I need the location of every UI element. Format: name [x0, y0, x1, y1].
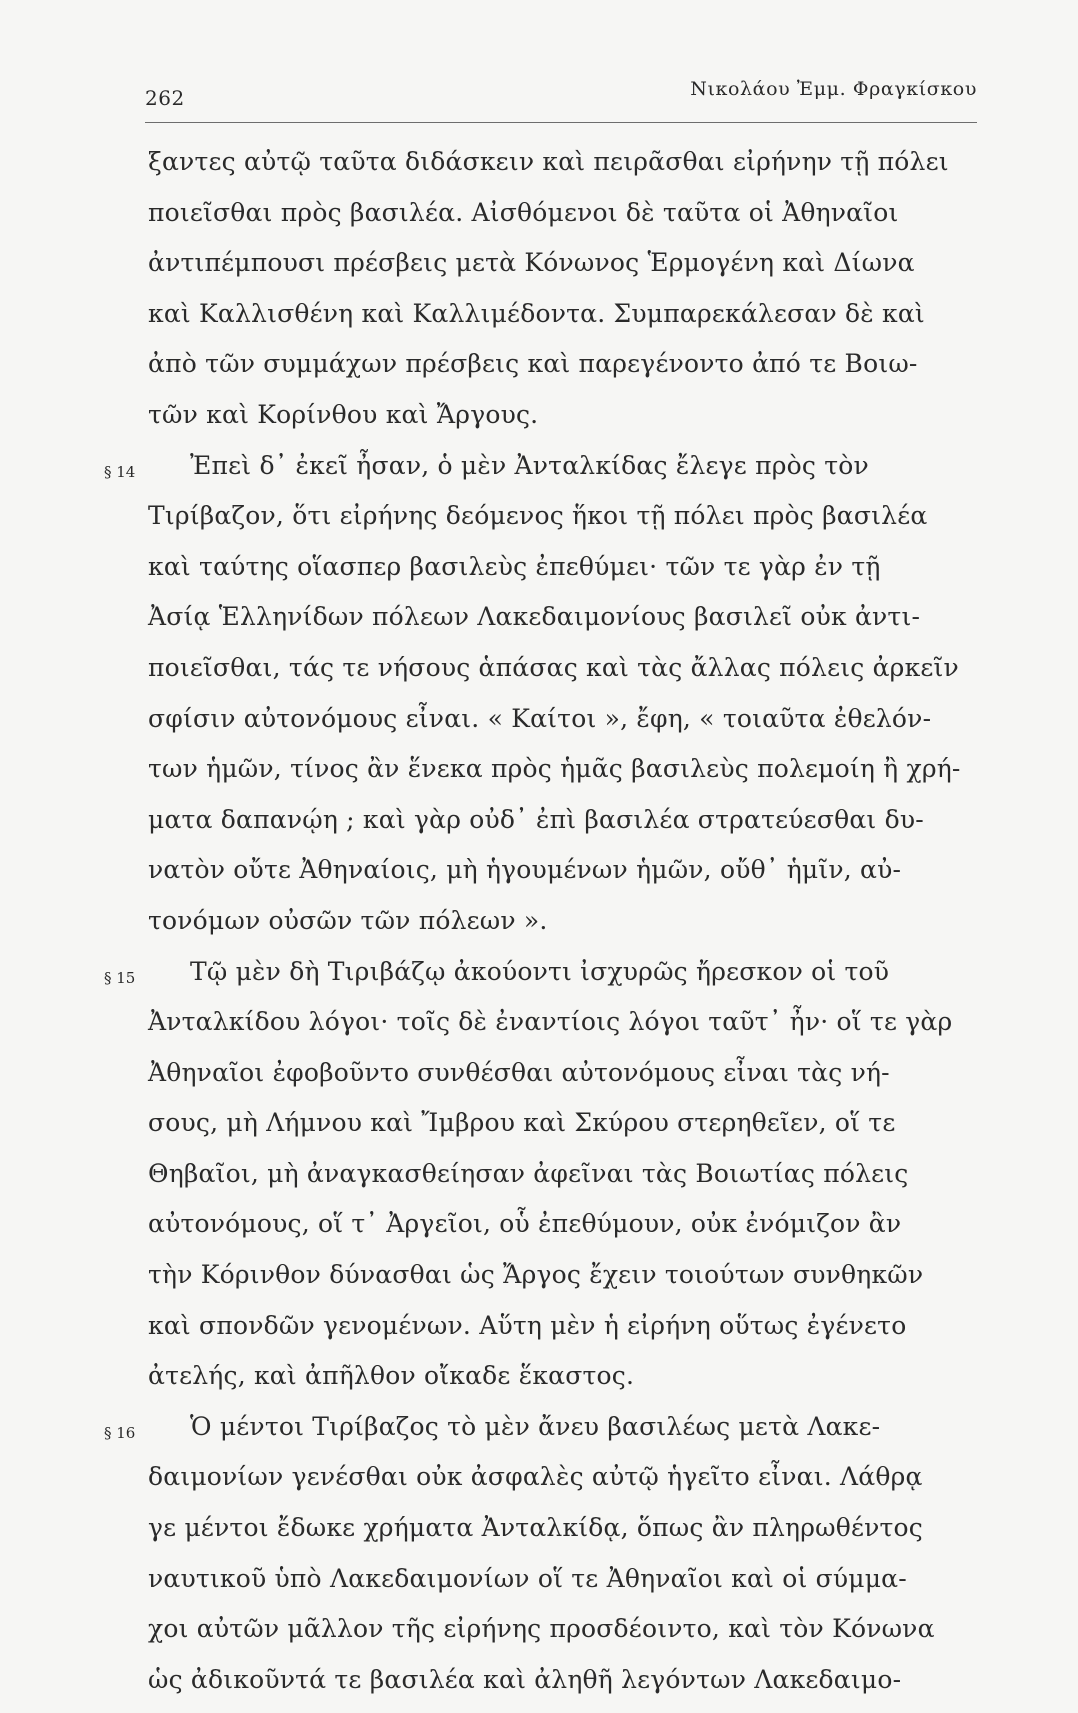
text-line-content: Ἀθηναῖοι ἐφοβοῦντο συνθέσθαι αὐτονόμους εἶναι τὰς νή- — [148, 1057, 890, 1087]
text-line — [104, 1410, 988, 1461]
text-line-content: νατὸν οὔτε Ἀθηναίοις, μὴ ἡγουμένων ἡμῶν, οὔθ᾽ ἡμῖν, αὐ- — [148, 855, 902, 885]
text-line — [148, 1562, 988, 1613]
text-line-content: Θηβαῖοι, μὴ ἀναγκασθείησαν ἀφεῖναι τὰς Βοιωτίας πόλεις — [148, 1158, 909, 1188]
text-line-content: Ὁ μέντοι Τιρίβαζος τὸ μὲν ἄνευ βασιλέως μετὰ Λακε- — [190, 1411, 881, 1441]
text-line — [148, 1258, 988, 1309]
text-line-content: αὐτονόμους, οἵ τ᾽ Ἀργεῖοι, οὗ ἐπεθύμουν, οὐκ ἐνόμιζον ἂν — [148, 1209, 902, 1239]
text-line — [148, 1005, 988, 1056]
text-line-content: ὡς ἀδικοῦντά τε βασιλέα καὶ ἀληθῆ λεγόντων Λακεδαιμο- — [148, 1664, 902, 1694]
section-marker: § 14 — [104, 462, 136, 481]
text-line — [148, 702, 988, 753]
text-line — [148, 1309, 988, 1360]
body-text — [104, 145, 988, 1713]
text-line-content: καὶ σπονδῶν γενομένων. Αὕτη μὲν ἡ εἰρήνη οὕτως ἐγένετο — [148, 1310, 907, 1340]
text-line-content: τὴν Κόρινθον δύνασθαι ὡς Ἄργος ἔχειν τοιούτων συνθηκῶν — [148, 1260, 924, 1290]
text-line-content: ἀντιπέμπουσι πρέσβεις μετὰ Κόνωνος Ἑρμογένη καὶ Δίωνα — [148, 248, 915, 278]
text-line-content: σους, μὴ Λήμνου καὶ Ἴμβρου καὶ Σκύρου στερηθεῖεν, οἵ τε — [148, 1108, 896, 1138]
text-line-content: ναυτικοῦ ὑπὸ Λακεδαιμονίων οἵ τε Ἀθηναῖοι καὶ οἱ σύμμα- — [148, 1563, 907, 1593]
text-line-content: Τῷ μὲν δὴ Τιριβάζῳ ἀκούοντι ἰσχυρῶς ἤρεσκον οἱ τοῦ — [190, 956, 890, 986]
text-line — [148, 1612, 988, 1663]
text-line-content: τῶν καὶ Κορίνθου καὶ Ἄργους. — [148, 399, 539, 429]
text-line-content: τονόμων οὐσῶν τῶν πόλεων ». — [148, 905, 548, 935]
text-line — [148, 1359, 988, 1410]
text-line — [148, 803, 988, 854]
text-line-content: ἀτελής, καὶ ἀπῆλθον οἴκαδε ἕκαστος. — [148, 1361, 635, 1391]
text-line — [148, 246, 988, 297]
text-line-content: ποιεῖσθαι, τάς τε νήσους ἁπάσας καὶ τὰς ἄλλας πόλεις ἀρκεῖν — [148, 652, 959, 682]
text-line-content: καὶ ταύτης οἵασπερ βασιλεὺς ἐπεθύμει· τῶν τε γὰρ ἐν τῇ — [148, 551, 881, 581]
text-line — [148, 904, 988, 955]
text-line — [148, 145, 988, 196]
page-header — [145, 72, 977, 123]
text-line-content: σφίσιν αὐτονόμους εἶναι. « Καίτοι », ἔφη, « τοιαῦτα ἐθελόν- — [148, 703, 932, 733]
section-marker: § 15 — [104, 968, 136, 987]
text-line — [148, 1460, 988, 1511]
text-line — [148, 1106, 988, 1157]
text-line — [148, 196, 988, 247]
text-line — [148, 600, 988, 651]
text-line-content: Τιρίβαζον, ὅτι εἰρήνης δεόμενος ἥκοι τῇ πόλει πρὸς βασιλέα — [148, 501, 928, 531]
text-line — [148, 651, 988, 702]
text-line-content: γε μέντοι ἔδωκε χρήματα Ἀνταλκίδᾳ, ὅπως ἂν πληρωθέντος — [148, 1513, 923, 1543]
text-line — [148, 347, 988, 398]
text-line-content: ποιεῖσθαι πρὸς βασιλέα. Αἰσθόμενοι δὲ ταῦτα οἱ Ἀθηναῖοι — [148, 197, 899, 227]
text-line — [148, 550, 988, 601]
text-line — [148, 853, 988, 904]
text-line — [148, 752, 988, 803]
text-line-content: Ἐπεὶ δ᾽ ἐκεῖ ἦσαν, ὁ μὲν Ἀνταλκίδας ἔλεγε πρὸς τὸν — [190, 450, 869, 480]
text-line — [148, 398, 988, 449]
text-line-content: ἀπὸ τῶν συμμάχων πρέσβεις καὶ παρεγένοντο ἀπό τε Βοιω- — [148, 349, 918, 379]
section-marker: § 16 — [104, 1423, 136, 1442]
text-line — [148, 1663, 988, 1713]
text-line — [148, 1157, 988, 1208]
running-head: Νικολάου Ἐμμ. Φραγκίσκου — [690, 78, 977, 100]
text-line — [148, 297, 988, 348]
text-line — [148, 1056, 988, 1107]
text-line — [148, 1207, 988, 1258]
text-line-content: ξαντες αὐτῷ ταῦτα διδάσκειν καὶ πειρᾶσθαι εἰρήνην τῇ πόλει — [148, 147, 949, 176]
text-line-content: Ἀσίᾳ Ἑλληνίδων πόλεων Λακεδαιμονίους βασιλεῖ οὐκ ἀντι- — [148, 602, 921, 632]
text-line-content: καὶ Καλλισθένη καὶ Καλλιμέδοντα. Συμπαρεκάλεσαν δὲ καὶ — [148, 298, 925, 328]
page-number: 262 — [145, 86, 185, 110]
text-line-content: δαιμονίων γενέσθαι οὐκ ἀσφαλὲς αὐτῷ ἡγεῖτο εἶναι. Λάθρᾳ — [148, 1462, 923, 1492]
text-line-content: χοι αὐτῶν μᾶλλον τῆς εἰρήνης προσδέοιντο, καὶ τὸν Κόνωνα — [148, 1614, 935, 1644]
text-line-content: των ἡμῶν, τίνος ἂν ἕνεκα πρὸς ἡμᾶς βασιλεὺς πολεμοίη ἢ χρή- — [148, 754, 961, 784]
text-line — [104, 449, 988, 500]
text-line — [104, 955, 988, 1006]
text-line — [148, 499, 988, 550]
text-line-content: Ἀνταλκίδου λόγοι· τοῖς δὲ ἐναντίοις λόγοι ταῦτ᾽ ἦν· οἵ τε γὰρ — [148, 1007, 953, 1037]
text-line-content: ματα δαπανῴη ; καὶ γὰρ οὐδ᾽ ἐπὶ βασιλέα στρατεύεσθαι δυ- — [148, 804, 924, 834]
text-line — [148, 1511, 988, 1562]
